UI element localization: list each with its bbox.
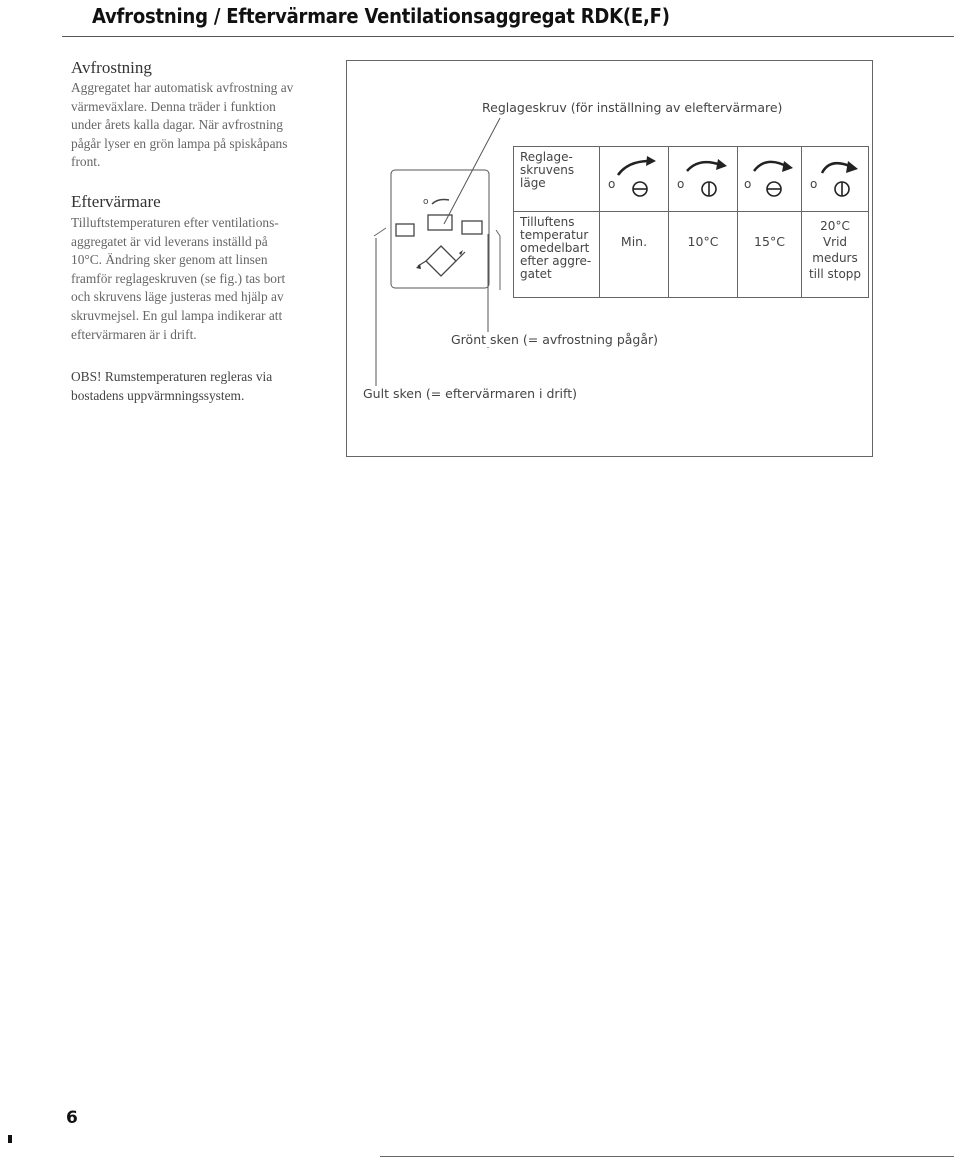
dial-cell-10: o — [669, 147, 738, 212]
row-label-supply-temperature: Tilluftens temperatur omedelbart efter aggre- gatet — [514, 212, 600, 298]
adjustment-screw-icon — [428, 215, 452, 230]
defrost-line: under årets kalla dagar. När avfrostning — [71, 117, 283, 133]
temp-value-10: 10°C — [669, 212, 738, 298]
heater-line: och skruvens läge justeras med hjälp av — [71, 289, 284, 305]
defrost-line: pågår lyser en grön lampa på spiskåpans — [71, 135, 288, 151]
heater-line: aggregatet är vid leverans inställd på — [71, 233, 268, 249]
dial-cell-20: o — [802, 147, 869, 212]
right-lamp-icon — [462, 221, 482, 234]
defrost-heading: Avfrostning — [71, 58, 152, 77]
footer-mark — [8, 1135, 12, 1143]
heater-heading: Eftervärmare — [71, 192, 161, 211]
dial-cell-min: o — [600, 147, 669, 212]
heater-line: Tilluftstemperaturen efter ventilations- — [71, 215, 279, 230]
temp-value-20: 20°C Vrid medurs till stopp — [802, 212, 869, 298]
panel-marker: o — [423, 197, 429, 207]
heater-line: 10°C. Ändring sker genom att linsen — [71, 252, 268, 268]
footer-rule — [380, 1156, 954, 1157]
control-panel-outline — [391, 170, 489, 288]
defrost-line: värmeväxlare. Denna träder i funktion — [71, 98, 276, 114]
heat-exchanger-icon — [426, 246, 456, 276]
screw-leader-line — [444, 118, 500, 224]
screw-caption: Reglageskruv (för inställning av eleftervärmare) — [482, 100, 783, 115]
defrost-line: Aggregatet har automatisk avfrostning av — [71, 80, 294, 95]
note-line: OBS! Rumstemperaturen regleras via — [71, 369, 273, 384]
yellow-light-caption: Gult sken (= eftervärmaren i drift) — [363, 386, 577, 401]
green-light-caption: Grönt sken (= avfrostning pågår) — [451, 332, 659, 347]
defrost-line: front. — [71, 154, 101, 170]
table-row-supply-temperature — [514, 212, 869, 298]
heater-line: eftervärmaren är i drift. — [71, 326, 197, 342]
row-label-screw-position: Reglage- skruvens läge — [514, 147, 600, 212]
page-number: 6 — [66, 1108, 78, 1128]
heater-line: framför reglageskruven (se fig.) tas bort — [71, 270, 286, 286]
note-line: bostadens uppvärmningssystem. — [71, 387, 245, 403]
heater-line: skruvmejsel. En gul lampa indikerar att — [71, 307, 283, 323]
dial-cell-15: o — [738, 147, 802, 212]
screw-arc-icon — [432, 200, 449, 205]
adjustment-table — [513, 146, 869, 298]
page-title: Avfrostning / Eftervärmare Ventilationsaggregat RDK(E,F) — [92, 4, 670, 28]
temp-value-15: 15°C — [738, 212, 802, 298]
table-row-screw-position — [514, 147, 869, 212]
temp-value-min: Min. — [600, 212, 669, 298]
left-lamp-icon — [396, 224, 414, 236]
